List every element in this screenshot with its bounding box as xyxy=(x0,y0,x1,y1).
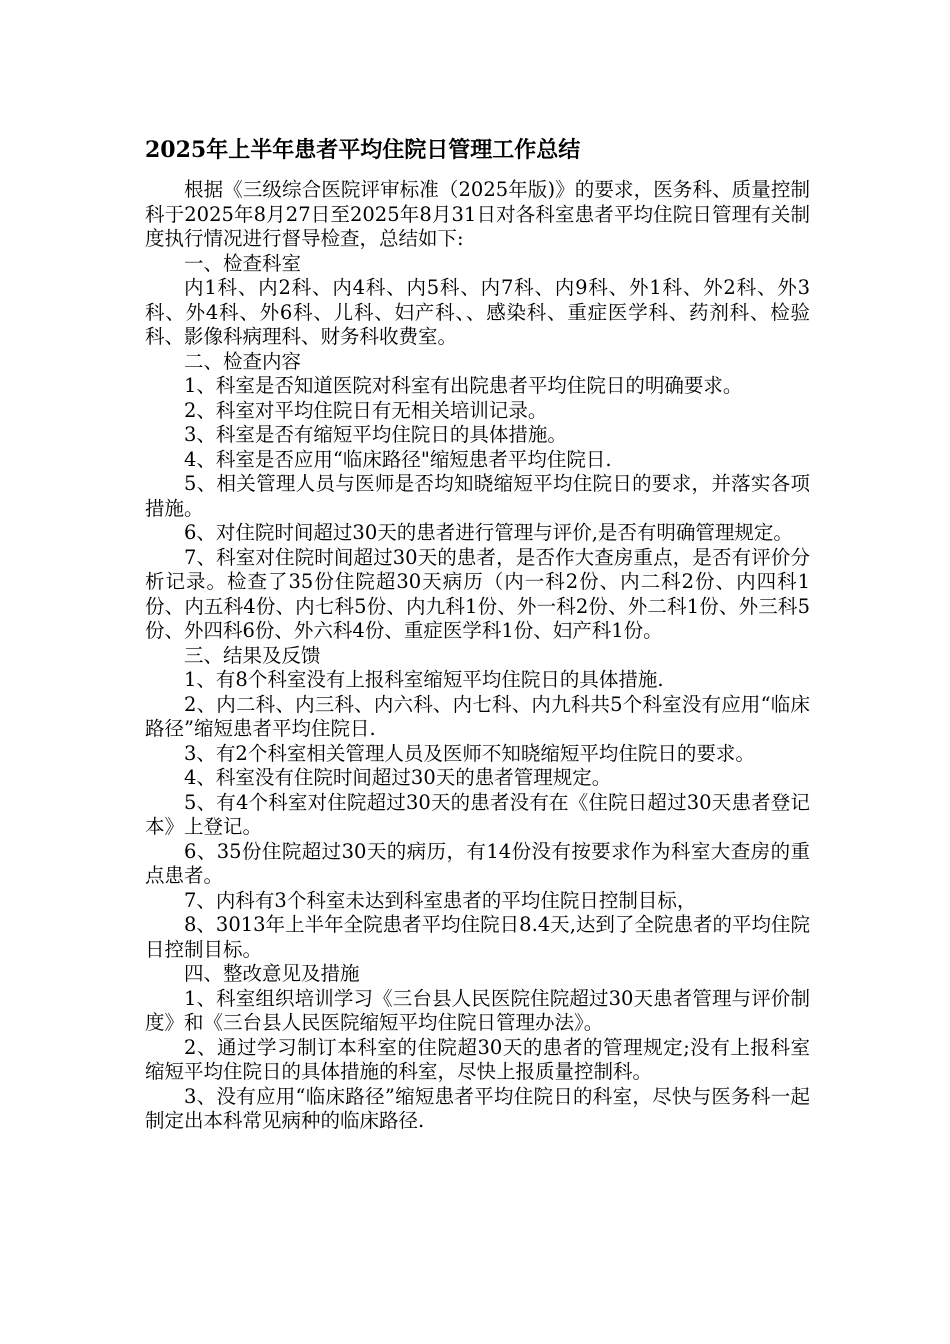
section-heading-results-feedback: 三、结果及反馈 xyxy=(184,643,321,667)
result-item-5: 5、有4个科室对住院超过30天的患者没有在《住院日超过30天患者登记本》上登记。 xyxy=(145,790,810,838)
section-heading-inspection-content: 二、检查内容 xyxy=(184,349,302,373)
result-item-1: 1、有8个科室没有上报科室缩短平均住院日的具体措施. xyxy=(184,668,664,691)
inspection-item-2: 2、科室对平均住院日有无相关培训记录。 xyxy=(184,398,548,422)
section-heading-rectification: 四、整改意见及措施 xyxy=(184,962,360,985)
rectification-item-2: 2、通过学习制订本科室的住院超30天的患者的管理规定;没有上报科室缩短平均住院日的具体措施的科室，尽快上报质量控制科。 xyxy=(145,1035,810,1083)
departments-list-paragraph: 内1科、内2科、内4科、内5科、内7科、内9科、外1科、外2科、外3科、外4科、外6科、儿科、妇产科、、感染科、重症医学科、药剂科、检验科、影像科病理科、财务科收费室。 xyxy=(145,276,810,348)
result-item-8: 8、3013年上半年全院患者平均住院日8.4天,达到了全院患者的平均住院日控制目标。 xyxy=(145,913,810,961)
result-item-3: 3、有2个科室相关管理人员及医师不知晓缩短平均住院日的要求。 xyxy=(184,741,755,765)
section-heading-inspected-departments: 一、检查科室 xyxy=(184,251,302,275)
inspection-item-5: 5、相关管理人员与医师是否均知晓缩短平均住院日的要求，并落实各项措施。 xyxy=(145,472,810,520)
result-item-7: 7、内科有3个科室未达到科室患者的平均住院日控制目标， xyxy=(184,888,697,912)
result-item-6: 6、35份住院超过30天的病历，有14份没有按要求作为科室大查房的重点患者。 xyxy=(145,839,810,887)
inspection-item-6: 6、对住院时间超过30天的患者进行管理与评价,是否有明确管理规定。 xyxy=(184,521,793,544)
document-body xyxy=(145,136,810,1134)
rectification-item-1: 1、科室组织培训学习《三台县人民医院住院超过30天患者管理与评价制度》和《三台县人民医院缩短平均住院日管理办法》。 xyxy=(145,986,810,1034)
inspection-item-7: 7、科室对住院时间超过30天的患者，是否作大查房重点，是否有评价分析记录。检查了35份住院超30天病历（内一科2份、内二科2份、内四科1份、内五科4份、内七科5份、内九科1份、外一科2份、外二科1份、外三科5份、外四科6份、外六科4份、重症医学科1份、妇产科1份。 xyxy=(145,545,810,642)
inspection-item-4: 4、科室是否应用“临床路径"缩短患者平均住院日. xyxy=(184,447,612,471)
rectification-item-3: 3、没有应用“临床路径”缩短患者平均住院日的科室，尽快与医务科一起制定出本科常见病种的临床路径. xyxy=(145,1084,810,1132)
result-item-2: 2、内二科、内三科、内六科、内七科、内九科共5个科室没有应用“临床路径”缩短患者平均住院日. xyxy=(145,692,810,740)
intro-paragraph: 根据《三级综合医院评审标准（2025年版)》的要求，医务科、质量控制科于2025年8月27日至2025年8月31日对各科室患者平均住院日管理有关制度执行情况进行督导检查，总结如下: xyxy=(145,178,810,250)
inspection-item-1: 1、科室是否知道医院对科室有出院患者平均住院日的明确要求。 xyxy=(184,374,743,397)
result-item-4: 4、科室没有住院时间超过30天的患者管理规定。 xyxy=(184,766,612,789)
document-title: 2025年上半年患者平均住院日管理工作总结 xyxy=(145,137,581,163)
inspection-item-3: 3、科室是否有缩短平均住院日的具体措施。 xyxy=(184,423,567,446)
